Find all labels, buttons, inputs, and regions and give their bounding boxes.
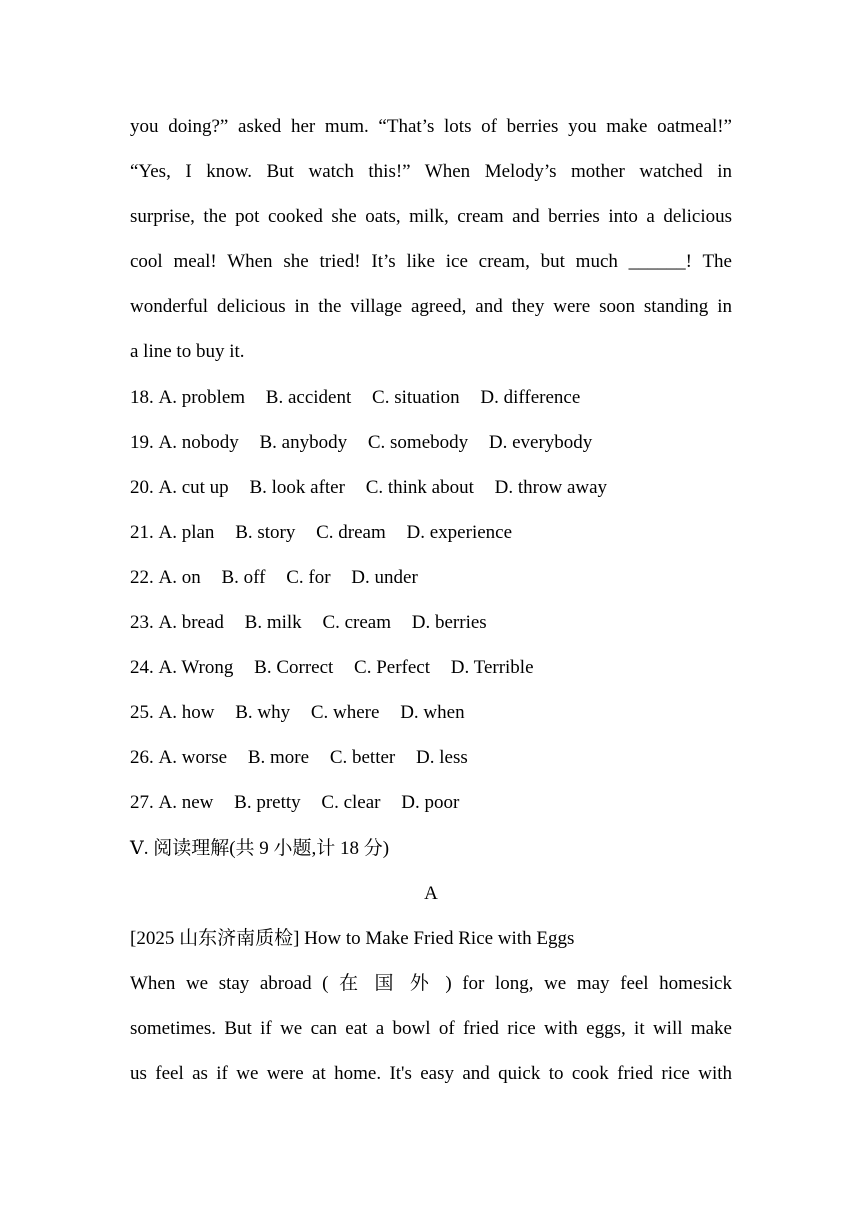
question-item xyxy=(130,510,732,555)
option-d: D. poor xyxy=(401,792,460,814)
article-title: [2025 山东济南质检] How to Make Fried Rice with Eggs xyxy=(130,927,575,949)
question-item xyxy=(130,690,732,735)
passage-line: “Yes, I know. But watch this!” When Melody’s mother watched in xyxy=(130,161,732,183)
option-c: C. dream xyxy=(316,521,386,543)
option-c: C. clear xyxy=(321,792,381,814)
option-b: B. milk xyxy=(244,612,302,634)
passage-line: cool meal! When she tried! It’s like ice cream, but much ______! The xyxy=(130,251,732,273)
question-item xyxy=(130,555,732,600)
question-item xyxy=(130,600,732,645)
option-a: A. cut up xyxy=(158,476,229,498)
passage-line: you doing?” asked her mum. “That’s lots of berries you make oatmeal!” xyxy=(130,116,732,137)
option-b: B. look after xyxy=(249,476,345,498)
option-c: C. where xyxy=(310,702,380,724)
question-number: 18. xyxy=(130,386,154,408)
passage xyxy=(130,104,732,375)
question-number: 20. xyxy=(130,476,154,498)
option-b: B. why xyxy=(235,702,291,724)
option-b: B. story xyxy=(235,521,296,543)
question-item xyxy=(130,375,732,420)
option-c: C. situation xyxy=(372,386,460,408)
option-a: A. plan xyxy=(158,521,215,543)
option-c: C. cream xyxy=(322,612,392,634)
question-list xyxy=(130,375,732,826)
article-line: When we stay abroad ( 在 国 外 ) for long, we may feel homesick xyxy=(130,972,732,994)
question-item xyxy=(130,420,732,465)
option-c: C. Perfect xyxy=(354,657,431,679)
option-c: C. better xyxy=(329,747,396,769)
question-number: 25. xyxy=(130,702,154,724)
option-a: A. on xyxy=(158,566,201,588)
question-number: 27. xyxy=(130,792,154,814)
option-c: C. somebody xyxy=(367,431,469,453)
option-a: A. how xyxy=(158,702,215,724)
option-a: A. bread xyxy=(158,612,224,634)
option-a: A. Wrong xyxy=(158,657,234,679)
question-item xyxy=(130,465,732,510)
article-line: sometimes. But if we can eat a bowl of fried rice with eggs, it will make xyxy=(130,1017,732,1039)
option-a: A. problem xyxy=(158,386,246,408)
question-number: 23. xyxy=(130,612,154,634)
article-line: us feel as if we were at home. It's easy and quick to cook fried rice with xyxy=(130,1062,732,1084)
question-number: 24. xyxy=(130,657,154,679)
option-d: D. experience xyxy=(406,521,513,543)
passage-line: surprise, the pot cooked she oats, milk, cream and berries into a delicious xyxy=(130,206,732,228)
option-a: A. new xyxy=(158,792,214,814)
option-b: B. pretty xyxy=(234,792,301,814)
question-item xyxy=(130,735,732,780)
option-d: D. less xyxy=(416,747,468,769)
option-d: D. throw away xyxy=(494,476,608,498)
section-heading: Ⅴ. 阅读理解(共 9 小题,计 18 分) xyxy=(130,837,390,859)
document-page xyxy=(130,104,732,1096)
option-d: D. difference xyxy=(480,386,581,408)
option-a: A. worse xyxy=(158,747,228,769)
question-number: 26. xyxy=(130,747,154,769)
question-number: 21. xyxy=(130,521,154,543)
question-item xyxy=(130,780,732,825)
option-c: C. think about xyxy=(365,476,474,498)
option-b: B. accident xyxy=(265,386,352,408)
option-d: D. everybody xyxy=(488,431,593,453)
option-d: D. when xyxy=(400,702,465,724)
option-a: A. nobody xyxy=(158,431,239,453)
option-b: B. off xyxy=(221,566,266,588)
passage-line: wonderful delicious in the village agreed, and they were soon standing in xyxy=(130,296,732,318)
option-b: B. more xyxy=(247,747,310,769)
question-number: 19. xyxy=(130,431,154,453)
article-body xyxy=(130,961,732,1096)
option-d: D. berries xyxy=(411,612,487,634)
question-number: 22. xyxy=(130,566,154,588)
option-d: D. under xyxy=(351,566,418,588)
passage-line: a line to buy it. xyxy=(130,341,245,363)
option-b: B. anybody xyxy=(259,431,348,453)
question-item xyxy=(130,645,732,690)
option-b: B. Correct xyxy=(254,657,334,679)
part-label: A xyxy=(424,882,438,904)
option-c: C. for xyxy=(286,566,331,588)
option-d: D. Terrible xyxy=(450,657,534,679)
